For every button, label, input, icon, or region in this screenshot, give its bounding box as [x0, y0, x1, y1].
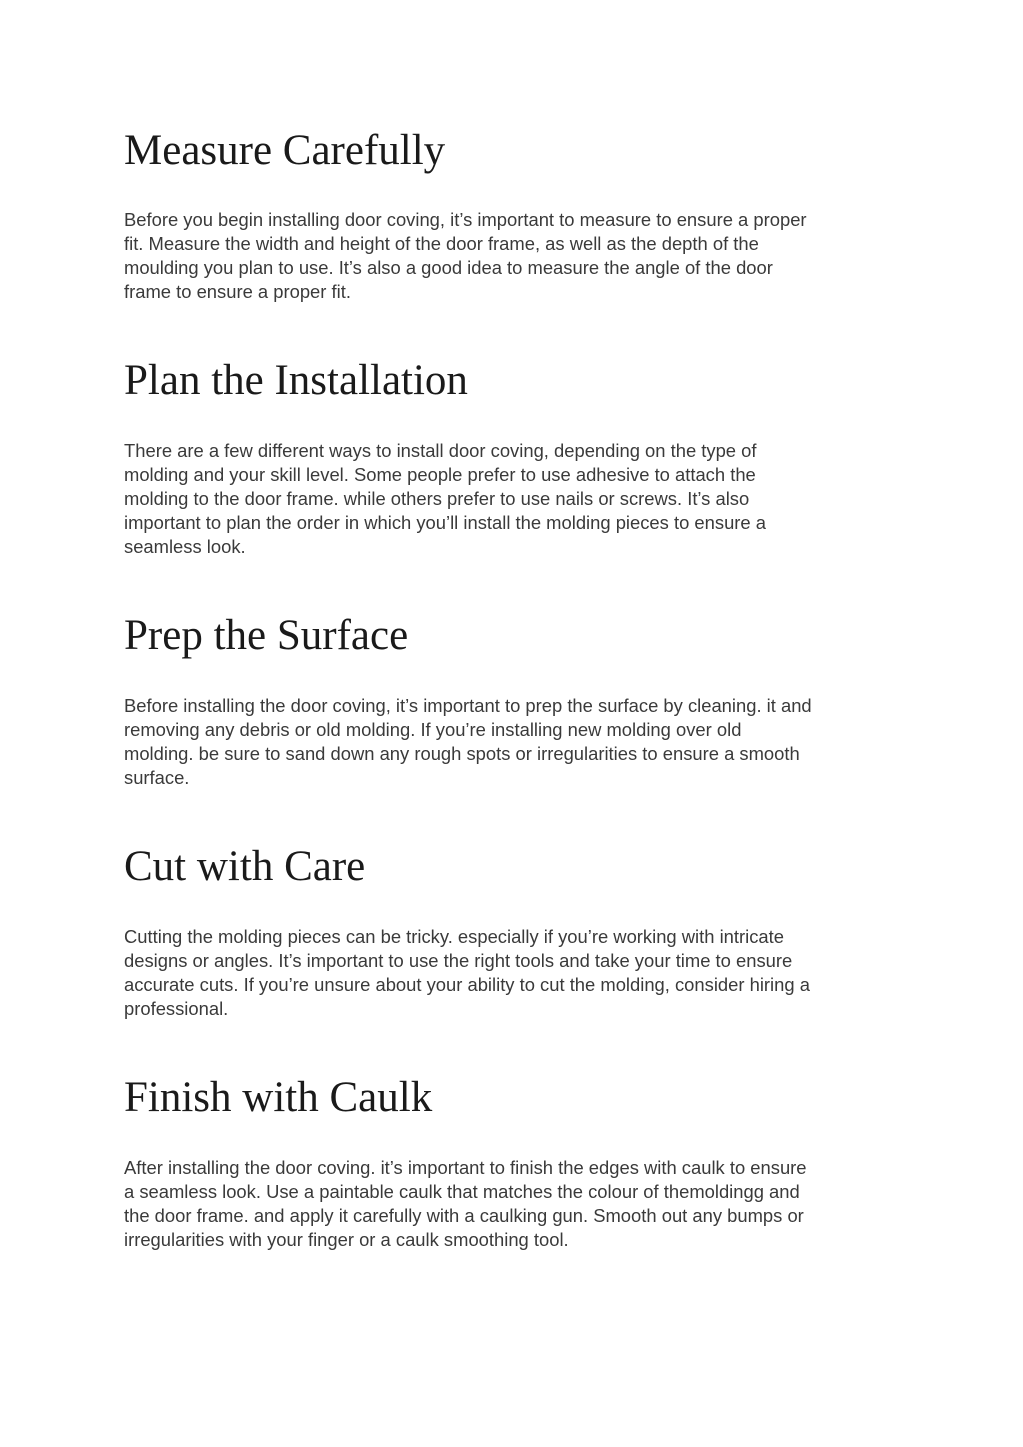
paragraph-line: the door frame. and apply it carefully with a caulking gun. Smooth out any bumps or [124, 1205, 804, 1226]
paragraph-line: molding to the door frame. while others prefer to use nails or screws. It’s also [124, 488, 750, 509]
paragraph-line: a seamless look. Use a paintable caulk that matches the colour of themoldingg and [124, 1181, 800, 1202]
section-paragraph [124, 694, 812, 790]
paragraph-line: frame to ensure a proper fit. [124, 281, 351, 302]
paragraph-line: important to plan the order in which you’ll install the molding pieces to ensure a [124, 512, 766, 533]
section-paragraph [124, 208, 807, 304]
paragraph-line: molding. be sure to sand down any rough spots or irregularities to ensure a smooth [124, 743, 800, 764]
section-paragraph [124, 925, 810, 1021]
section-paragraph [124, 1156, 807, 1252]
paragraph-line: Before installing the door coving, it’s important to prep the surface by cleaning. it and [124, 695, 812, 716]
paragraph-line: professional. [124, 998, 229, 1019]
section-heading: Finish with Caulk [124, 1074, 433, 1121]
section-heading: Cut with Care [124, 843, 366, 890]
paragraph-line: Cutting the molding pieces can be tricky. especially if you’re working with intricate [124, 926, 784, 947]
section-heading: Measure Carefully [124, 127, 446, 174]
paragraph-line: fit. Measure the width and height of the door frame, as well as the depth of the [124, 233, 759, 254]
paragraph-line: surface. [124, 767, 190, 788]
paragraph-line: Before you begin installing door coving, it’s important to measure to ensure a proper [124, 209, 807, 230]
paragraph-line: After installing the door coving. it’s important to finish the edges with caulk to ensure [124, 1157, 807, 1178]
paragraph-line: seamless look. [124, 536, 246, 557]
paragraph-line: removing any debris or old molding. If you’re installing new molding over old [124, 719, 742, 740]
paragraph-line: accurate cuts. If you’re unsure about your ability to cut the molding, consider hiring a [124, 974, 810, 995]
paragraph-line: moulding you plan to use. It’s also a good idea to measure the angle of the door [124, 257, 773, 278]
paragraph-line: designs or angles. It’s important to use the right tools and take your time to ensure [124, 950, 793, 971]
section-heading: Prep the Surface [124, 612, 409, 659]
paragraph-line: There are a few different ways to install door coving, depending on the type of [124, 440, 757, 461]
paragraph-line: irregularities with your finger or a caulk smoothing tool. [124, 1229, 569, 1250]
section-heading: Plan the Installation [124, 357, 468, 404]
paragraph-line: molding and your skill level. Some people prefer to use adhesive to attach the [124, 464, 756, 485]
section-paragraph [124, 439, 766, 559]
